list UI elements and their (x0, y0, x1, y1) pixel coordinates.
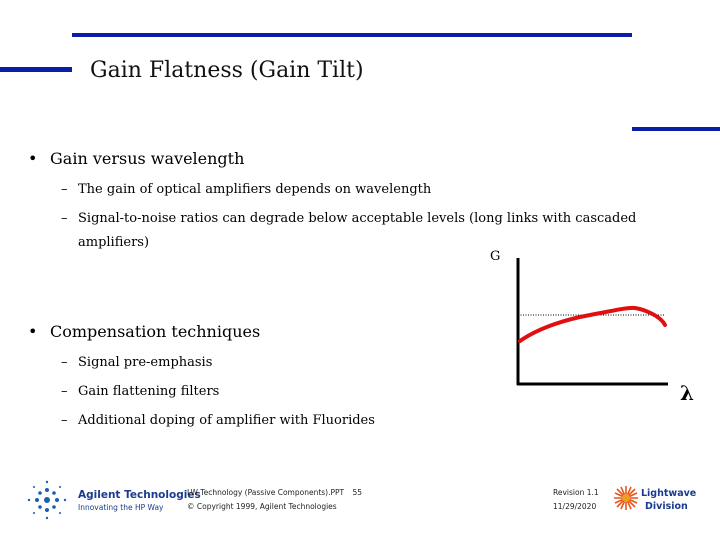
sub-bullet (61, 413, 375, 428)
dash: – (61, 413, 68, 428)
top-accent-bar (72, 33, 632, 37)
dash: – (61, 355, 68, 370)
bullet-text: Gain versus wavelength (50, 149, 245, 168)
footer-copyright: © Copyright 1999, Agilent Technologies (187, 502, 337, 511)
sub-bullet-continuation (78, 235, 149, 250)
sub-bullet (61, 355, 213, 370)
footer-doc-info (187, 488, 362, 497)
x-axis-label: λ (680, 381, 695, 405)
sub-bullet-text: Signal-to-noise ratios can degrade below acceptable levels (long links with cascaded (78, 211, 637, 226)
bullet-dot: • (28, 322, 38, 341)
agilent-logo (25, 478, 69, 526)
bullet-dot: • (28, 149, 38, 168)
sub-bullet-text: Gain flattening filters (78, 384, 220, 399)
bullet-compensation-techniques (28, 322, 261, 341)
sub-bullet (61, 384, 220, 399)
slide-title: Gain Flatness (Gain Tilt) (90, 58, 364, 83)
gain-curve (520, 308, 665, 341)
footer-date: 11/29/2020 (553, 502, 597, 511)
sub-bullet (61, 211, 637, 226)
lightwave-label: Lightwave (641, 488, 697, 499)
dash: – (61, 182, 68, 197)
bullet-gain-vs-wavelength (28, 149, 245, 168)
y-axis-label: G (490, 249, 501, 264)
footer-page-number: 55 (352, 488, 363, 497)
gain-chart (480, 245, 705, 409)
division-label: Division (645, 501, 688, 512)
footer-doc-name: LW Technology (Passive Components).PPT (187, 488, 345, 497)
agilent-company-name: Agilent Technologies (78, 489, 201, 501)
left-accent-bar (0, 67, 72, 72)
dash: – (61, 211, 68, 226)
dash: – (61, 384, 68, 399)
bullet-text: Compensation techniques (50, 322, 261, 341)
agilent-tagline: Innovating the HP Way (78, 503, 164, 512)
lightwave-logo (612, 484, 640, 516)
agilent-spark-icon (25, 478, 69, 522)
sub-bullet-text: Additional doping of amplifier with Fluorides (78, 413, 375, 428)
footer-revision: Revision 1.1 (553, 488, 599, 497)
sub-bullet (61, 182, 432, 197)
lightwave-starburst-icon (612, 484, 640, 512)
sub-bullet-text: Signal pre-emphasis (78, 355, 213, 370)
right-accent-bar (632, 127, 720, 131)
sub-bullet-text: amplifiers) (78, 235, 150, 250)
sub-bullet-text: The gain of optical amplifiers depends on wavelength (78, 182, 432, 197)
gain-chart-svg (480, 245, 705, 405)
